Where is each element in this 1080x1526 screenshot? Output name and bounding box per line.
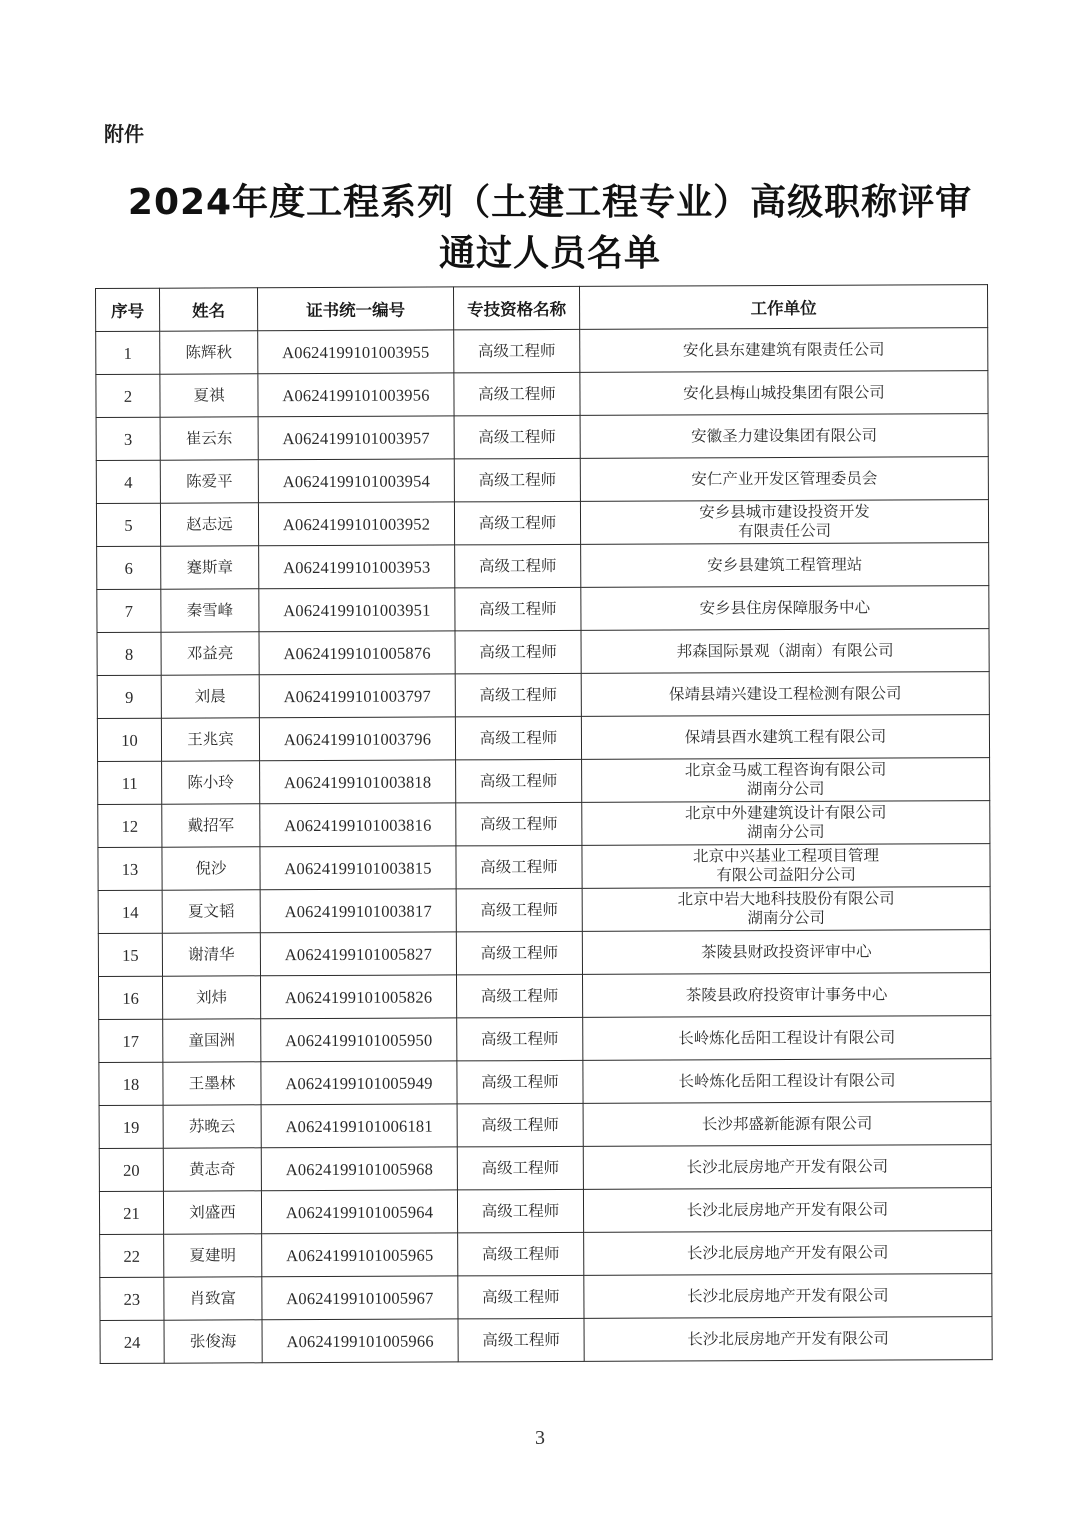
roster-table-body	[96, 328, 992, 1364]
cell-work-unit	[582, 801, 990, 846]
table-row	[99, 1059, 991, 1106]
cell-seq: 9	[97, 675, 161, 718]
work-unit-line: 安化县梅山城投集团有限公司	[683, 383, 885, 402]
work-unit-line: 长岭炼化岳阳工程设计有限公司	[678, 1071, 896, 1090]
cell-cert-number: A0624199101005968	[261, 1147, 457, 1191]
cell-seq: 23	[100, 1277, 164, 1320]
cell-seq: 7	[97, 589, 161, 632]
table-row	[98, 758, 990, 805]
table-row	[100, 1231, 992, 1278]
cell-qualification: 高级工程师	[456, 888, 582, 932]
cell-name: 童国洲	[163, 1019, 261, 1062]
cell-cert-number: A0624199101005876	[259, 631, 455, 675]
cell-name: 倪沙	[162, 847, 260, 890]
cell-name: 秦雪峰	[161, 589, 259, 632]
work-unit-line: 长沙邦盛新能源有限公司	[701, 1114, 873, 1133]
cell-name: 陈小玲	[162, 761, 260, 804]
cell-name: 陈爱平	[160, 460, 258, 503]
cell-cert-number: A0624199101003951	[259, 588, 455, 632]
work-unit-line: 长沙北辰房地产开发有限公司	[686, 1200, 889, 1219]
cell-qualification: 高级工程师	[458, 1318, 584, 1362]
cell-name: 刘晨	[161, 675, 259, 718]
cell-work-unit	[584, 1317, 992, 1362]
work-unit-line: 保靖县靖兴建设工程检测有限公司	[668, 683, 902, 703]
work-unit-line: 湖南分公司	[746, 779, 825, 799]
cell-seq: 18	[99, 1062, 163, 1105]
table-row	[98, 844, 990, 891]
cell-work-unit	[583, 1145, 991, 1190]
cell-cert-number: A0624199101003818	[260, 760, 456, 804]
cell-seq: 8	[97, 632, 161, 675]
cell-name: 苏晚云	[163, 1105, 261, 1148]
table-row	[98, 930, 990, 977]
cell-seq: 13	[98, 847, 162, 890]
cell-qualification: 高级工程师	[457, 1146, 583, 1190]
cell-seq: 22	[100, 1234, 164, 1277]
cell-qualification: 高级工程师	[454, 501, 580, 545]
cell-seq: 5	[96, 503, 160, 546]
cell-work-unit	[581, 715, 989, 760]
table-row	[99, 1102, 991, 1149]
work-unit-line: 安化县东建建筑有限责任公司	[682, 340, 885, 359]
work-unit-line: 长沙北辰房地产开发有限公司	[686, 1243, 889, 1262]
cell-name: 夏建明	[164, 1234, 262, 1277]
work-unit-line: 安乡县建筑工程管理站	[707, 555, 863, 574]
header-qualification: 专技资格名称	[453, 286, 579, 330]
cell-cert-number: A0624199101003956	[258, 373, 454, 417]
cell-qualification: 高级工程师	[457, 1017, 583, 1061]
cell-name: 王兆宾	[161, 718, 259, 761]
cell-qualification: 高级工程师	[458, 1275, 584, 1319]
cell-cert-number: A0624199101005827	[260, 932, 456, 976]
cell-qualification: 高级工程师	[455, 673, 581, 717]
cell-work-unit	[581, 672, 989, 717]
cell-name: 刘炜	[163, 976, 261, 1019]
cell-work-unit	[580, 457, 988, 502]
work-unit-line: 有限责任公司	[738, 521, 832, 541]
cell-cert-number: A0624199101003953	[259, 545, 455, 589]
cell-work-unit	[583, 1059, 991, 1104]
cell-seq: 10	[97, 718, 161, 761]
cell-cert-number: A0624199101003797	[259, 674, 455, 718]
cell-work-unit	[582, 973, 990, 1018]
cell-cert-number: A0624199101003955	[258, 330, 454, 374]
cell-cert-number: A0624199101005826	[261, 975, 457, 1019]
cell-cert-number: A0624199101003815	[260, 846, 456, 890]
cell-qualification: 高级工程师	[454, 372, 580, 416]
work-unit-line: 北京中岩大地科技股份有限公司	[677, 889, 895, 909]
cell-name: 张俊海	[164, 1320, 262, 1363]
cell-work-unit	[583, 1188, 991, 1233]
cell-qualification: 高级工程师	[454, 329, 580, 373]
cell-qualification: 高级工程师	[456, 802, 582, 846]
table-row	[98, 801, 990, 848]
cell-name: 夏文韬	[162, 890, 260, 933]
work-unit-line: 茶陵县财政投资评审中心	[701, 942, 872, 961]
cell-name: 邓益亮	[161, 632, 259, 675]
work-unit-line: 茶陵县政府投资审计事务中心	[685, 985, 888, 1004]
cell-seq: 11	[98, 761, 162, 804]
cell-cert-number: A0624199101005964	[261, 1190, 457, 1234]
cell-work-unit	[583, 1102, 991, 1147]
table-row	[99, 1016, 991, 1063]
cell-qualification: 高级工程师	[456, 845, 582, 889]
table-row	[96, 457, 988, 504]
document-title-line2: 通过人员名单	[438, 233, 661, 274]
work-unit-line: 邦森国际景观（湖南）有限公司	[676, 641, 894, 660]
table-row	[97, 629, 989, 676]
cell-qualification: 高级工程师	[455, 587, 581, 631]
cell-work-unit	[583, 1016, 991, 1061]
cell-seq: 20	[99, 1148, 163, 1191]
roster-table	[95, 284, 993, 1364]
table-row	[100, 1274, 992, 1321]
cell-name: 赵志远	[160, 503, 258, 546]
cell-work-unit	[581, 543, 989, 588]
work-unit-line: 安徽圣力建设集团有限公司	[691, 426, 878, 445]
cell-qualification: 高级工程师	[455, 630, 581, 674]
header-seq: 序号	[96, 288, 160, 331]
cell-name: 谢清华	[162, 933, 260, 976]
cell-work-unit	[582, 844, 990, 889]
cell-seq: 21	[99, 1191, 163, 1234]
cell-work-unit	[580, 371, 988, 416]
cell-qualification: 高级工程师	[454, 458, 580, 502]
table-row	[99, 973, 991, 1020]
cell-seq: 15	[98, 933, 162, 976]
table-row	[98, 887, 990, 934]
cell-cert-number: A0624199101003954	[258, 459, 454, 503]
work-unit-line: 长沙北辰房地产开发有限公司	[686, 1157, 889, 1176]
work-unit-line: 湖南分公司	[747, 822, 825, 842]
work-unit-line: 湖南分公司	[747, 908, 826, 928]
cell-seq: 16	[99, 976, 163, 1019]
cell-qualification: 高级工程师	[458, 1232, 584, 1276]
cell-work-unit	[582, 887, 990, 932]
cell-qualification: 高级工程师	[455, 544, 581, 588]
header-row	[96, 285, 988, 332]
work-unit-line: 保靖县酉水建筑工程有限公司	[684, 727, 887, 746]
cell-cert-number: A0624199101003952	[258, 502, 454, 546]
cell-seq: 19	[99, 1105, 163, 1148]
cell-cert-number: A0624199101005966	[262, 1319, 458, 1363]
header-name: 姓名	[160, 288, 258, 331]
work-unit-line: 安乡县住房保障服务中心	[699, 598, 871, 617]
cell-cert-number: A0624199101005967	[262, 1276, 458, 1320]
header-cert-number: 证书统一编号	[258, 287, 454, 331]
cell-name: 陈辉秋	[160, 331, 258, 374]
cell-qualification: 高级工程师	[455, 716, 581, 760]
roster-table-head	[96, 285, 988, 332]
cell-qualification: 高级工程师	[456, 759, 582, 803]
cell-qualification: 高级工程师	[457, 1189, 583, 1233]
cell-name: 刘盛西	[163, 1191, 261, 1234]
cell-work-unit	[580, 328, 988, 373]
work-unit-line: 安乡县城市建设投资开发	[699, 502, 870, 522]
work-unit-line: 长岭炼化岳阳工程设计有限公司	[678, 1028, 896, 1047]
cell-cert-number: A0624199101003816	[260, 803, 456, 847]
cell-seq: 3	[96, 417, 160, 460]
table-row	[97, 715, 989, 762]
cell-cert-number: A0624199101006181	[261, 1104, 457, 1148]
cell-cert-number: A0624199101003817	[260, 889, 456, 933]
cell-work-unit	[580, 500, 988, 545]
table-row	[97, 586, 989, 633]
cell-seq: 14	[98, 890, 162, 933]
cell-name: 戴招军	[162, 804, 260, 847]
table-row	[97, 543, 989, 590]
cell-qualification: 高级工程师	[457, 974, 583, 1018]
table-row	[99, 1145, 991, 1192]
cell-work-unit	[580, 414, 988, 459]
cell-work-unit	[584, 1231, 992, 1276]
table-row	[96, 371, 988, 418]
header-work-unit: 工作单位	[579, 285, 987, 330]
work-unit-line: 有限公司益阳分公司	[716, 865, 856, 885]
cell-seq: 12	[98, 804, 162, 847]
table-row	[96, 328, 988, 375]
cell-seq: 4	[96, 460, 160, 503]
cell-seq: 2	[96, 374, 160, 417]
page-number: 3	[535, 1427, 545, 1449]
cell-work-unit	[581, 629, 989, 674]
work-unit-line: 长沙北辰房地产开发有限公司	[687, 1329, 889, 1348]
table-row	[96, 500, 988, 547]
cell-name: 黄志奇	[163, 1148, 261, 1191]
cell-cert-number: A0624199101005965	[262, 1233, 458, 1277]
table-row	[99, 1188, 991, 1235]
cell-cert-number: A0624199101005950	[261, 1018, 457, 1062]
document-title-line1: 2024年度工程系列（土建工程专业）高级职称评审	[127, 182, 973, 223]
table-row	[96, 414, 988, 461]
cell-name: 蹇斯章	[161, 546, 259, 589]
cell-qualification: 高级工程师	[454, 415, 580, 459]
cell-seq: 17	[99, 1019, 163, 1062]
work-unit-line: 北京中外建建筑设计有限公司	[684, 803, 887, 823]
cell-seq: 6	[97, 546, 161, 589]
cell-name: 夏祺	[160, 374, 258, 417]
cell-name: 王墨林	[163, 1062, 261, 1105]
cell-cert-number: A0624199101005949	[261, 1061, 457, 1105]
cell-qualification: 高级工程师	[456, 931, 582, 975]
cell-name: 肖致富	[164, 1277, 262, 1320]
cell-seq: 1	[96, 331, 160, 374]
attachment-label: 附件	[104, 122, 144, 146]
cell-cert-number: A0624199101003796	[259, 717, 455, 761]
work-unit-line: 长沙北辰房地产开发有限公司	[687, 1286, 889, 1305]
cell-work-unit	[582, 758, 990, 803]
table-row	[100, 1317, 992, 1364]
table-row	[97, 672, 989, 719]
cell-qualification: 高级工程师	[457, 1060, 583, 1104]
cell-name: 崔云东	[160, 417, 258, 460]
cell-work-unit	[582, 930, 990, 975]
work-unit-line: 北京金马威工程咨询有限公司	[684, 760, 887, 780]
cell-qualification: 高级工程师	[457, 1103, 583, 1147]
work-unit-line: 安仁产业开发区管理委员会	[691, 469, 878, 488]
work-unit-line: 北京中兴基业工程项目管理	[692, 846, 880, 866]
cell-seq: 24	[100, 1320, 164, 1363]
cell-cert-number: A0624199101003957	[258, 416, 454, 460]
cell-work-unit	[584, 1274, 992, 1319]
cell-work-unit	[581, 586, 989, 631]
